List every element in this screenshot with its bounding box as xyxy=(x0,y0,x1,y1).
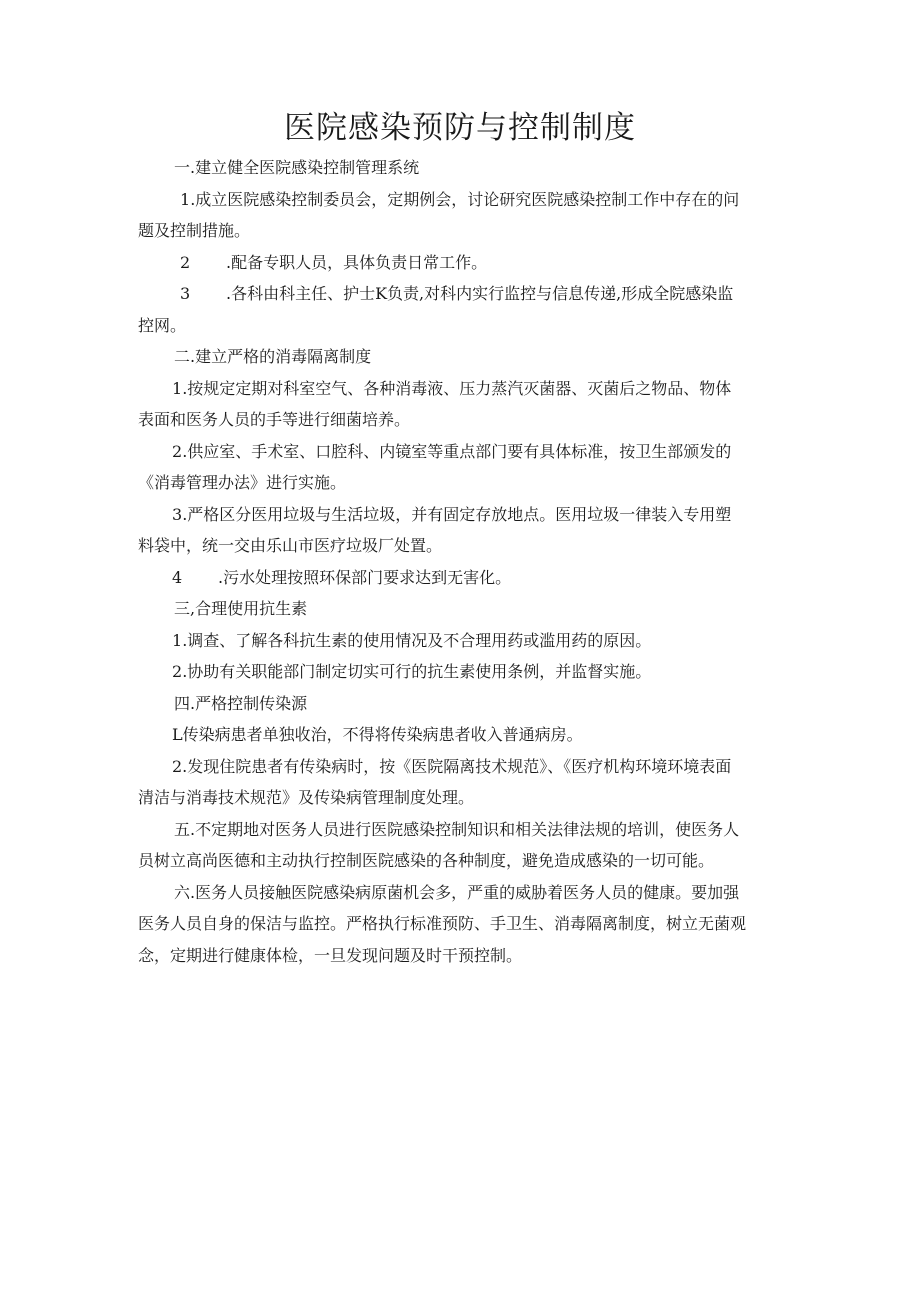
section-3-item-1 xyxy=(138,625,788,657)
section-3-item-1-text: .调查、了解各科抗生素的使用情况及不合理用药或滥用药的原因。 xyxy=(182,630,652,650)
section-2-item-2-text: .供应室、手术室、口腔科、内镜室等重点部门要有具体标准，按卫生部颁发的 xyxy=(182,441,732,461)
section-1-item-1-text: .成立医院感染控制委员会，定期例会，讨论研究医院感染控制工作中存在的问 xyxy=(190,189,740,209)
section-2-item-2-line-1 xyxy=(138,436,788,468)
section-2-item-3-number: 3 xyxy=(172,504,183,524)
section-3-item-2 xyxy=(138,656,788,688)
section-3-item-2-number: 2 xyxy=(172,662,183,681)
section-6-line-1: 六.医务人员接触医院感染病原菌机会多，严重的威胁着医务人员的健康。要加强 xyxy=(174,882,740,902)
section-4-item-1: L传染病患者单独收治，不得将传染病患者收入普通病房。 xyxy=(172,725,583,744)
section-2-item-4 xyxy=(138,562,788,594)
section-2-item-1-text: .按规定定期对科室空气、各种消毒液、压力蒸汽灭菌器、灭菌后之物品、物体 xyxy=(182,378,732,398)
section-4-heading: 四.严格控制传染源 xyxy=(174,693,308,713)
section-2-heading: 二.建立严格的消毒隔离制度 xyxy=(174,347,372,366)
section-1-item-3-text: .各科由科主任、护士K负责,对科内实行监控与信息传递,形成全院感染监 xyxy=(226,284,734,303)
section-1-item-1-line-2: 题及控制措施。 xyxy=(138,221,251,240)
section-2-item-2-number: 2 xyxy=(172,441,183,461)
section-3-item-2-text: .协助有关职能部门制定切实可行的抗生素使用条例，并监督实施。 xyxy=(182,662,652,681)
section-2-item-4-text: .污水处理按照环保部门要求达到无害化。 xyxy=(218,567,512,587)
section-6-line-3: 念，定期进行健康体检，一旦发现问题及时干预控制。 xyxy=(138,945,523,965)
section-2-item-2-line-2: 《消毒管理办法》进行实施。 xyxy=(138,473,347,492)
section-3-item-1-number: 1 xyxy=(172,630,183,650)
section-2-item-3-text: .严格区分医用垃圾与生活垃圾，并有固定存放地点。医用垃圾一律装入专用塑 xyxy=(182,504,732,524)
section-1-heading: 一.建立健全医院感染控制管理系统 xyxy=(174,158,420,177)
section-1-item-2-number: 2 xyxy=(180,252,191,272)
section-2-item-4-number: 4 xyxy=(172,567,183,587)
document-body xyxy=(138,152,788,971)
section-1-item-2 xyxy=(138,247,788,279)
section-2-item-1-line-1 xyxy=(138,373,788,405)
section-1-item-3-line-1 xyxy=(138,278,788,310)
section-1-item-2-text: .配备专职人员，具体负责日常工作。 xyxy=(226,252,488,272)
document-title: 医院感染预防与控制制度 xyxy=(284,110,636,146)
section-1-item-1-number: 1 xyxy=(180,189,191,209)
section-5-line-1: 五.不定期地对医务人员进行医院感染控制知识和相关法律法规的培训，使医务人 xyxy=(174,819,740,839)
section-3-heading: 三,合理使用抗生素 xyxy=(174,599,308,618)
section-1-item-3-line-2: 控网。 xyxy=(138,315,187,335)
section-6-line-2: 医务人员自身的保洁与监控。严格执行标准预防、手卫生、消毒隔离制度，树立无菌观 xyxy=(138,914,747,933)
section-2-item-3-line-1 xyxy=(138,499,788,531)
section-2-item-1-line-2: 表面和医务人员的手等进行细菌培养。 xyxy=(138,410,411,429)
section-4-item-2-line-1: 2.发现住院患者有传染病时，按《医院隔离技术规范》、《医疗机构环境环境表面 xyxy=(172,756,732,776)
section-1-item-1-line-1 xyxy=(138,184,788,216)
section-2-item-1-number: 1 xyxy=(172,378,183,398)
section-5-line-2: 员树立高尚医德和主动执行控制医院感染的各种制度，避免造成感染的一切可能。 xyxy=(138,851,715,870)
section-2-item-3-line-2: 料袋中，统一交由乐山市医疗垃圾厂处置。 xyxy=(138,536,443,555)
section-4-item-2-line-2: 清洁与消毒技术规范》及传染病管理制度处理。 xyxy=(138,788,475,807)
section-1-item-3-number: 3 xyxy=(180,284,191,303)
